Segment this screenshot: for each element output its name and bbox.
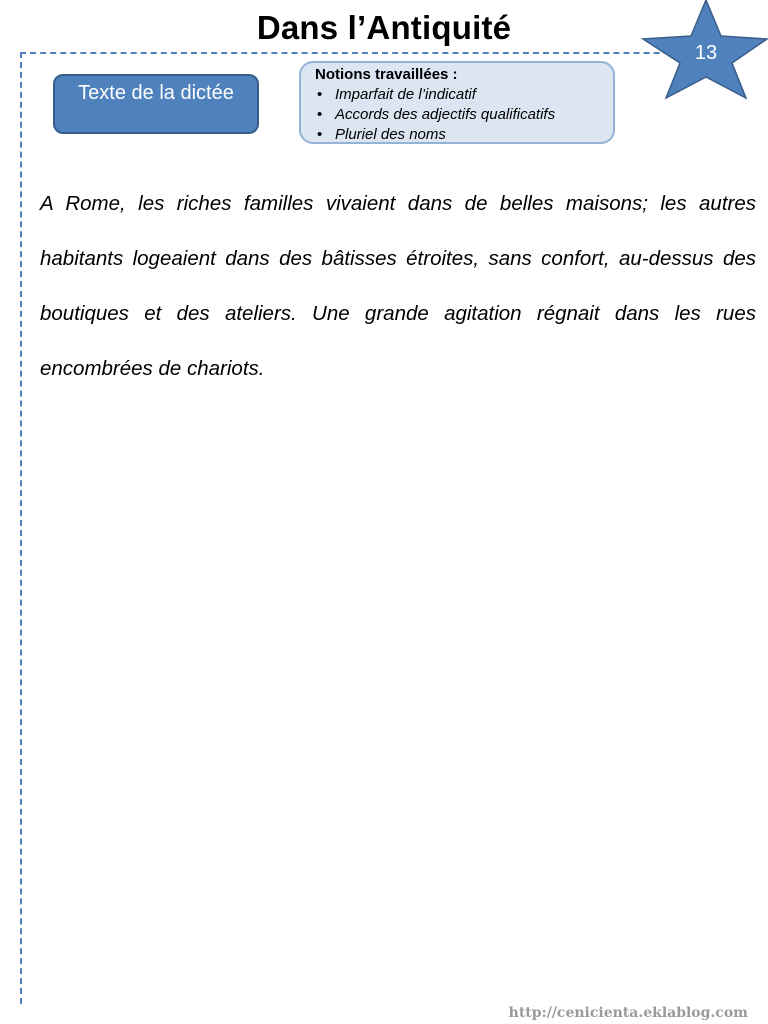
frame-left-border (20, 52, 22, 1004)
notions-box (299, 61, 615, 144)
page-number: 13 (694, 42, 718, 64)
page-title: Dans l’Antiquité (256, 9, 512, 46)
frame-top-border (20, 52, 720, 54)
notions-list (315, 85, 605, 145)
notion-item: • Pluriel des noms (315, 125, 605, 145)
dictation-text: A Rome, les riches familles vivaient dans de belles maisons; les autres habitants logeaient dans des bâtisses étroites, sans confort, au-dessus des boutiques et des ateliers. Une grande agitation régnait dans les rues encombrées de chariots. (40, 192, 756, 380)
notion-item: • Accords des adjectifs qualificatifs (315, 105, 605, 125)
notion-item: • Imparfait de l’indicatif (315, 85, 605, 105)
footer-url: http://cenicienta.eklablog.com (508, 1005, 748, 1021)
dictation-label-box: Texte de la dictée (53, 74, 259, 134)
notions-title: Notions travaillées : (315, 66, 458, 83)
